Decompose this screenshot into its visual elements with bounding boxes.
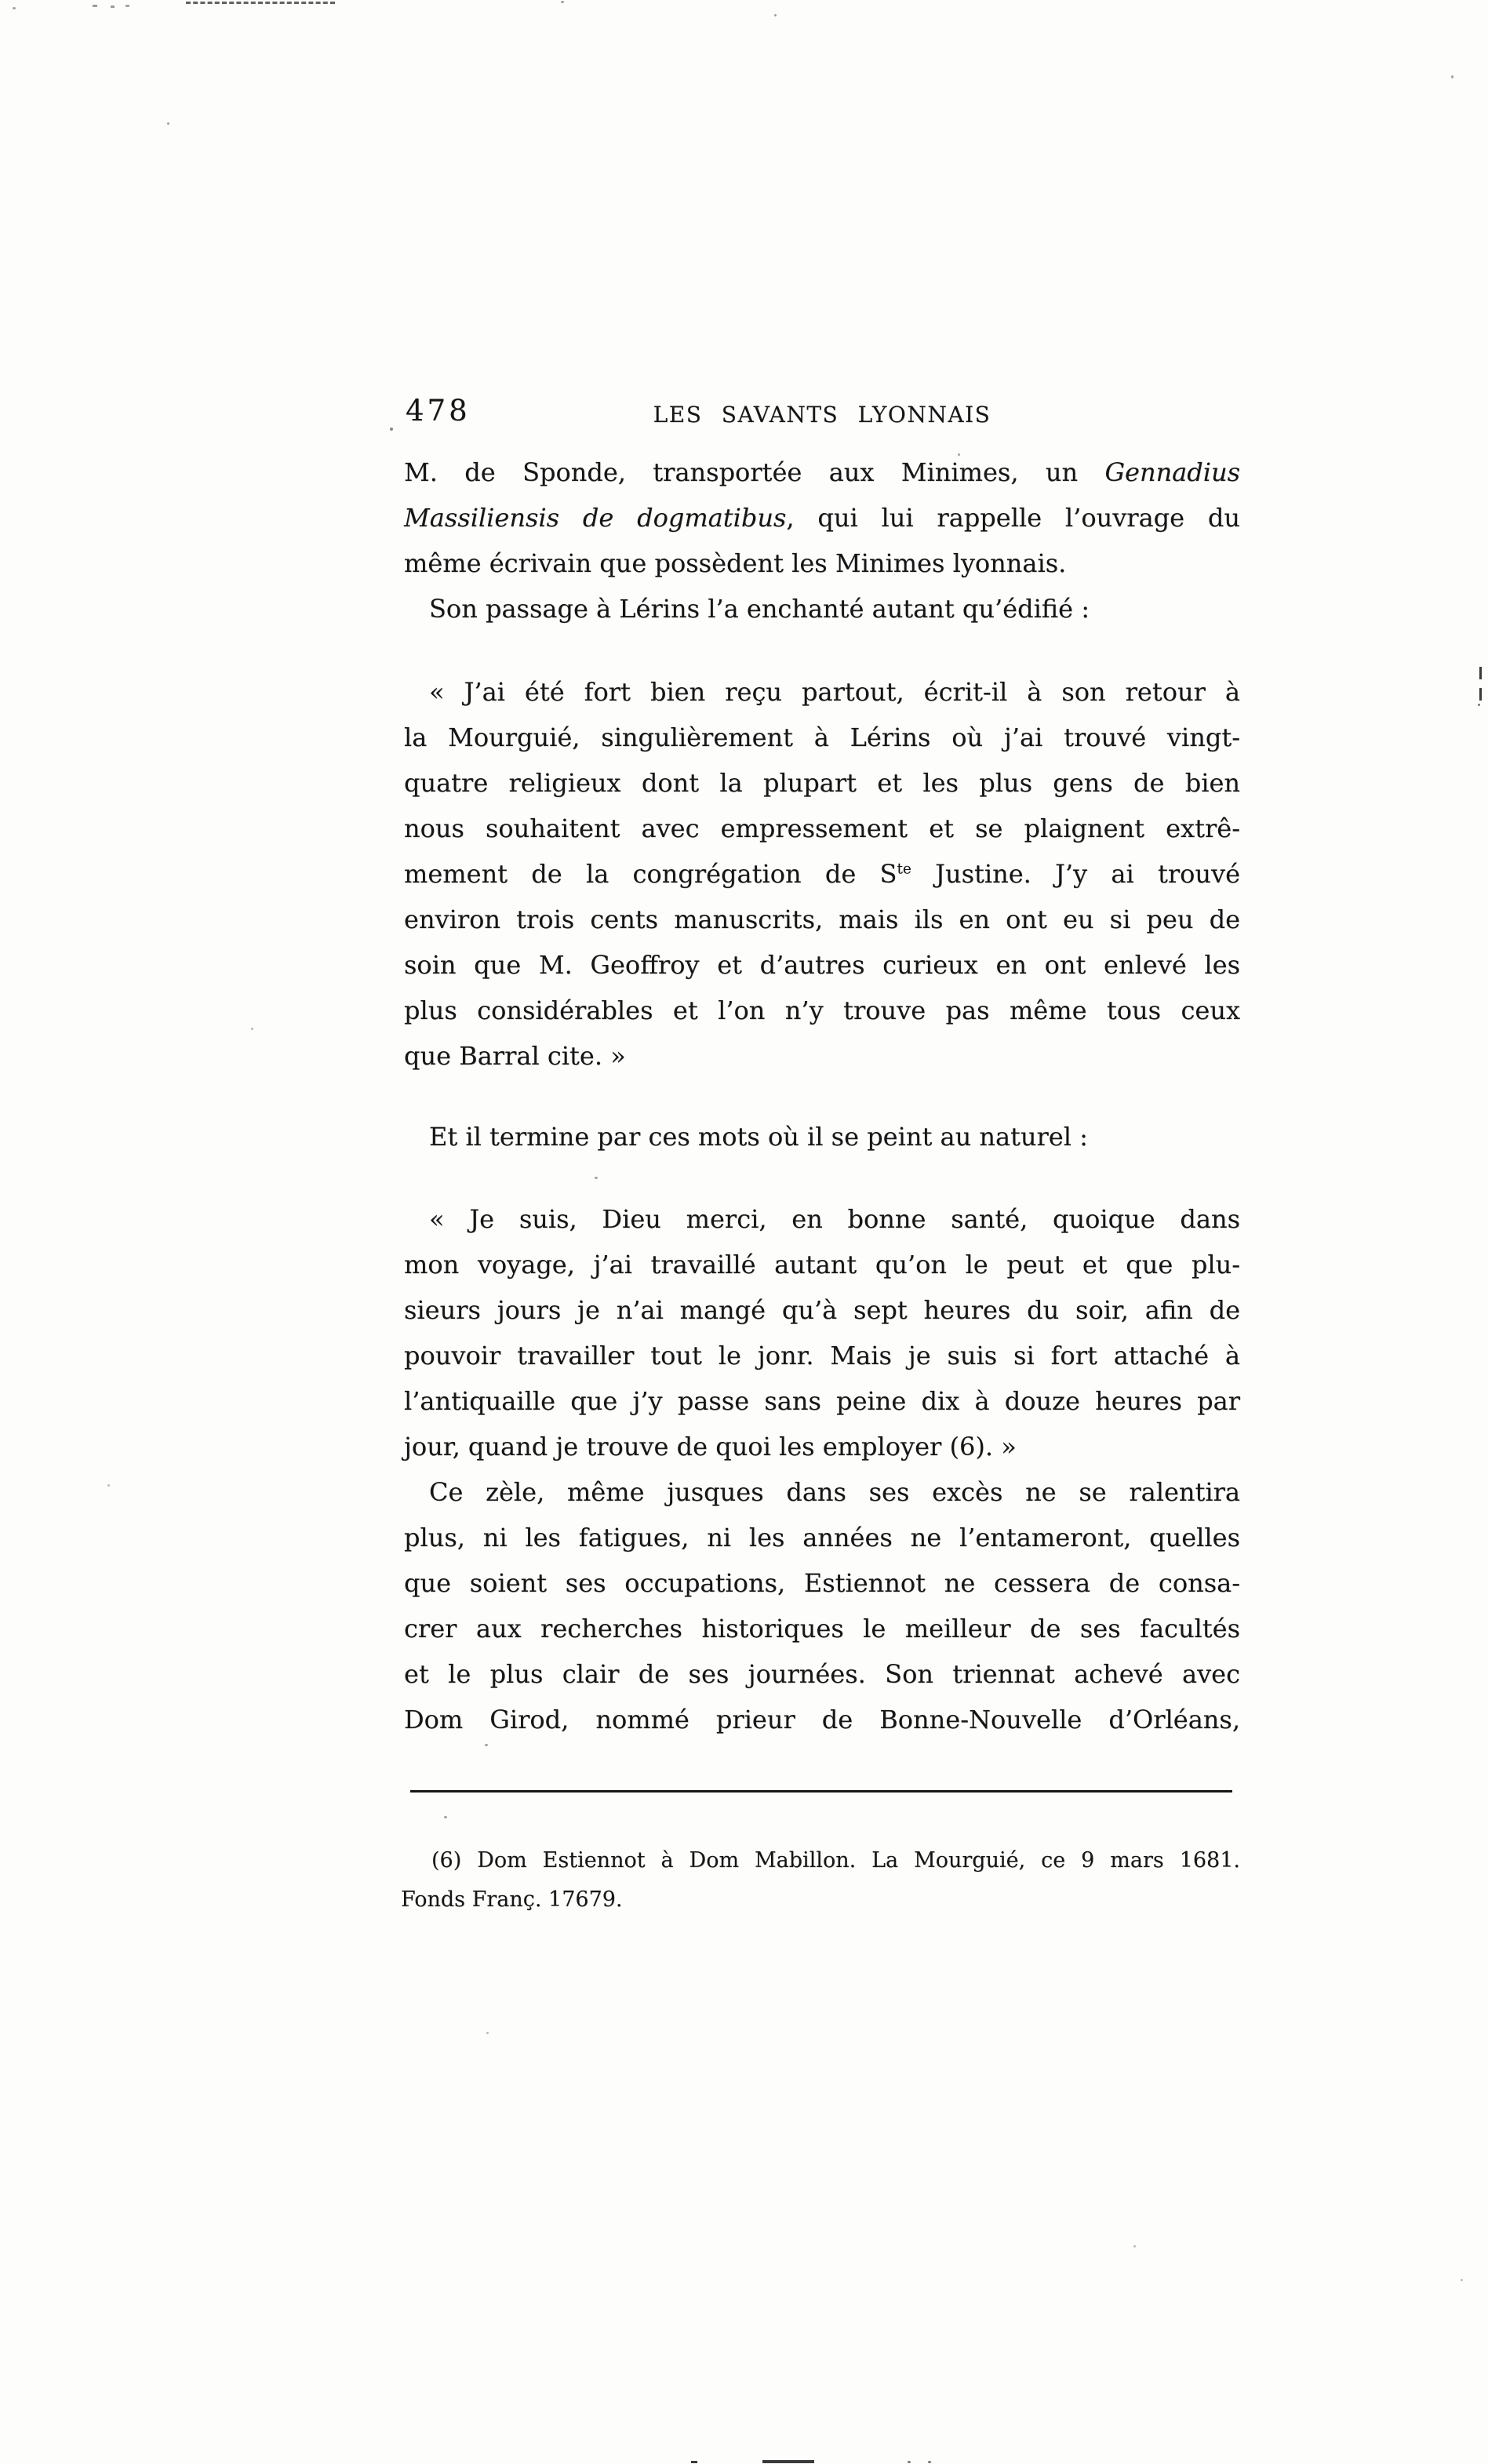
running-title: LES SAVANTS LYONNAIS xyxy=(653,402,991,428)
paragraph xyxy=(404,1469,1240,1742)
paragraph xyxy=(404,1196,1240,1469)
scan-artifact xyxy=(1479,667,1482,679)
paragraph xyxy=(404,586,1240,631)
text-line: Massiliensis de dogmatibus, qui lui rappelle l’ouvrage du xyxy=(404,503,1241,533)
body-text xyxy=(404,449,1240,1742)
scan-artifact xyxy=(691,2461,697,2463)
text-line: Son passage à Lérins l’a enchanté autant qu’édifié : xyxy=(429,594,1090,624)
text-line: soin que M. Geoffroy et d’autres curieux en ont enlevé les xyxy=(404,950,1240,980)
text-line: Ce zèle, même jusques dans ses excès ne se ralentira xyxy=(429,1477,1240,1507)
text-line: que Barral cite. » xyxy=(404,1041,626,1071)
scan-artifact xyxy=(93,5,97,7)
scan-artifact xyxy=(13,7,16,9)
text-line: mement de la congrégation de $S^{te}$ Justine. J’y ai trouvé xyxy=(404,859,1241,889)
text-line: nous souhaitent avec empressement et se plaignent extrê- xyxy=(404,813,1240,843)
paragraph xyxy=(404,449,1240,586)
page-header xyxy=(404,392,1240,439)
text-line: quatre religieux dont la plupart et les plus gens de bien xyxy=(404,768,1240,798)
scan-artifact xyxy=(251,1028,253,1030)
text-line: la Mourguié, singulièrement à Lérins où j’ai trouvé vingt- xyxy=(404,722,1240,752)
text-line: pouvoir travailler tout le jonr. Mais je suis si fort attaché à xyxy=(404,1341,1240,1370)
text-line: M. de Sponde, transportée aux Minimes, un Gennadius xyxy=(404,457,1240,487)
footnote-line: Fonds Franç. 17679. xyxy=(401,1887,623,1912)
scan-artifact xyxy=(774,14,777,16)
scan-artifact xyxy=(958,453,960,456)
paragraph xyxy=(404,1114,1240,1159)
scan-artifact xyxy=(762,2460,814,2463)
scan-artifact xyxy=(126,5,129,7)
text-line: que soient ses occupations, Estiennot ne cessera de consa- xyxy=(404,1568,1240,1598)
text-line: l’antiquaille que j’y passe sans peine dix à douze heures par xyxy=(404,1386,1240,1416)
scan-artifact xyxy=(1451,75,1453,78)
text-line: Dom Girod, nommé prieur de Bonne-Nouvelle d’Orléans, xyxy=(404,1705,1240,1734)
text-line: environ trois cents manuscrits, mais ils en ont eu si peu de xyxy=(404,904,1240,934)
footnote xyxy=(401,1841,1240,1920)
text-line: Et il termine par ces mots où il se peint au naturel : xyxy=(429,1122,1088,1152)
scan-artifact xyxy=(485,1744,488,1746)
scan-artifact xyxy=(111,5,115,8)
scan-artifact xyxy=(928,2461,931,2463)
scan-artifact xyxy=(486,2032,489,2034)
scan-artifact xyxy=(1461,2279,1463,2281)
scan-artifact xyxy=(107,1484,110,1487)
text-line: « J’ai été fort bien reçu partout, écrit-il à son retour à xyxy=(429,677,1240,707)
paragraph xyxy=(404,669,1240,1079)
text-line: plus considérables et l’on n’y trouve pas même tous ceux xyxy=(404,995,1240,1025)
scan-artifact xyxy=(1133,2245,1136,2247)
footnote-line: (6) Dom Estiennot à Dom Mabillon. La Mourguié, ce 9 mars 1681. xyxy=(431,1848,1240,1873)
text-line: « Je suis, Dieu merci, en bonne santé, quoique dans xyxy=(429,1204,1240,1234)
scan-artifact xyxy=(1479,688,1482,701)
text-line: crer aux recherches historiques le meilleur de ses facultés xyxy=(404,1614,1240,1643)
scan-artifact xyxy=(167,122,169,125)
footnote-rule xyxy=(410,1790,1232,1792)
text-line: mon voyage, j’ai travaillé autant qu’on le peut et que plu- xyxy=(404,1250,1240,1279)
scan-artifact xyxy=(186,2,335,4)
scan-artifact xyxy=(1478,704,1480,706)
page-number: 478 xyxy=(406,394,471,428)
paragraph-gap xyxy=(404,1159,1240,1196)
scan-artifact xyxy=(390,428,393,431)
paragraph-gap xyxy=(404,1079,1240,1114)
scan-artifact xyxy=(595,1177,598,1179)
scan-artifact xyxy=(561,1,564,3)
scan-artifact xyxy=(908,2461,911,2463)
text-line: et le plus clair de ses journées. Son triennat achevé avec xyxy=(404,1659,1240,1689)
text-line: même écrivain que possèdent les Minimes lyonnais. xyxy=(404,548,1067,578)
scan-artifact xyxy=(444,1816,447,1818)
text-line: sieurs jours je n’ai mangé qu’à sept heures du soir, afin de xyxy=(404,1295,1240,1325)
text-line: plus, ni les fatigues, ni les années ne l’entameront, quelles xyxy=(404,1523,1240,1552)
paragraph-gap xyxy=(404,631,1240,669)
text-line: jour, quand je trouve de quoi les employer (6). » xyxy=(404,1432,1017,1461)
